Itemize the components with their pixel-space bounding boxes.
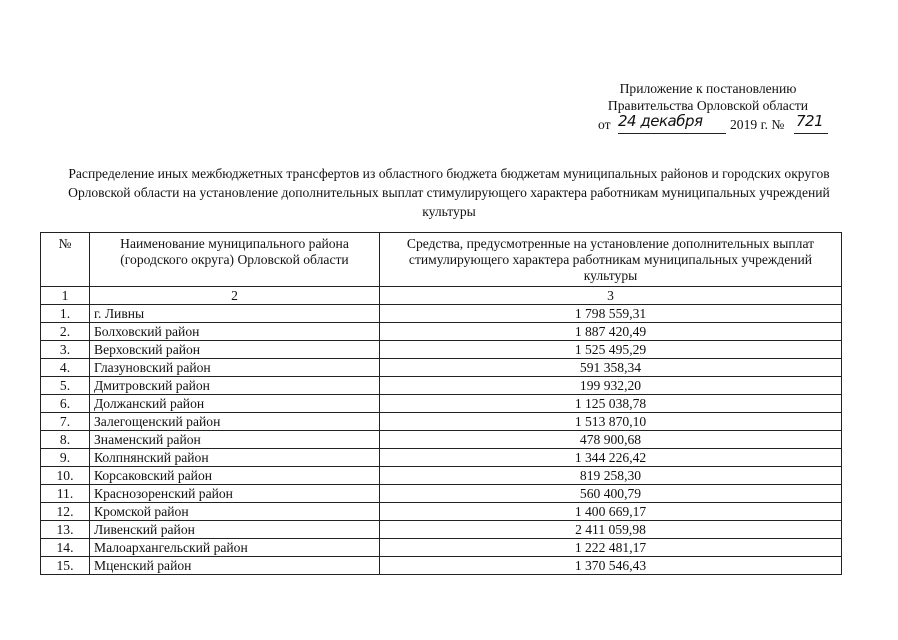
row-name: Дмитровский район [90,377,380,395]
row-amount: 560 400,79 [380,485,842,503]
appendix-line-1: Приложение к постановлению [619,81,797,96]
row-name: Кромской район [90,503,380,521]
row-amount: 1 887 420,49 [380,323,842,341]
row-amount: 1 222 481,17 [380,539,842,557]
row-name: Должанский район [90,395,380,413]
row-name: Колпнянский район [90,449,380,467]
appendix-block [588,80,828,136]
document-title: Распределение иных межбюджетных трансфертов из областного бюджета бюджетам муниципальных районов и городских округов Орловской области на установление дополнительных выплат стимулирующего характера работникам муниципальных учреждений культуры [68,166,830,219]
row-number: 2. [41,323,90,341]
row-number: 8. [41,431,90,449]
header-municipality: Наименование муниципального района (городского округа) Орловской области [90,233,380,287]
row-amount: 1 400 669,17 [380,503,842,521]
row-name: Глазуновский район [90,359,380,377]
row-name: Верховский район [90,341,380,359]
row-number: 7. [41,413,90,431]
table-row [41,449,842,467]
row-amount: 1 125 038,78 [380,395,842,413]
row-number: 4. [41,359,90,377]
row-amount: 478 900,68 [380,431,842,449]
row-number: 12. [41,503,90,521]
row-name: Болховский район [90,323,380,341]
row-amount: 1 798 559,31 [380,305,842,323]
row-name: Мценский район [90,557,380,575]
column-number: 3 [380,287,842,305]
row-number: 13. [41,521,90,539]
row-amount: 2 411 059,98 [380,521,842,539]
row-number: 3. [41,341,90,359]
row-number: 1. [41,305,90,323]
row-name: Корсаковский район [90,467,380,485]
table-row [41,467,842,485]
table-row [41,377,842,395]
row-number: 15. [41,557,90,575]
row-amount: 199 932,20 [380,377,842,395]
row-number: 11. [41,485,90,503]
year-label: 2019 г. № [730,117,785,132]
table-row [41,359,842,377]
column-number: 1 [41,287,90,305]
table-row [41,305,842,323]
table-row [41,503,842,521]
table-row [41,485,842,503]
row-number: 6. [41,395,90,413]
row-number: 14. [41,539,90,557]
table-row [41,413,842,431]
row-name: г. Ливны [90,305,380,323]
handwritten-date: 24 декабря [618,112,703,130]
row-number: 5. [41,377,90,395]
header-funds: Средства, предусмотренные на установление дополнительных выплат стимулирующего характера работникам муниципальных учреждений культуры [380,233,842,287]
column-number-row [41,287,842,305]
appendix-date-line [588,114,828,136]
table-row [41,557,842,575]
table-row [41,323,842,341]
row-amount: 1 525 495,29 [380,341,842,359]
table-header-row [41,233,842,287]
table-row [41,521,842,539]
row-name: Знаменский район [90,431,380,449]
column-number: 2 [90,287,380,305]
row-amount: 819 258,30 [380,467,842,485]
table-row [41,395,842,413]
row-name: Залегощенский район [90,413,380,431]
handwritten-number: 721 [796,112,824,130]
row-amount: 1 513 870,10 [380,413,842,431]
row-number: 9. [41,449,90,467]
header-number: № [41,233,90,287]
row-name: Краснозоренский район [90,485,380,503]
row-amount: 1 344 226,42 [380,449,842,467]
row-number: 10. [41,467,90,485]
row-name: Малоархангельский район [90,539,380,557]
date-prefix: от [598,117,611,132]
table-row [41,341,842,359]
distribution-table [40,232,842,575]
table-row [41,431,842,449]
row-amount: 1 370 546,43 [380,557,842,575]
row-name: Ливенский район [90,521,380,539]
appendix-line-2: Правительства Орловской области [607,98,809,113]
row-amount: 591 358,34 [380,359,842,377]
table-row [41,539,842,557]
